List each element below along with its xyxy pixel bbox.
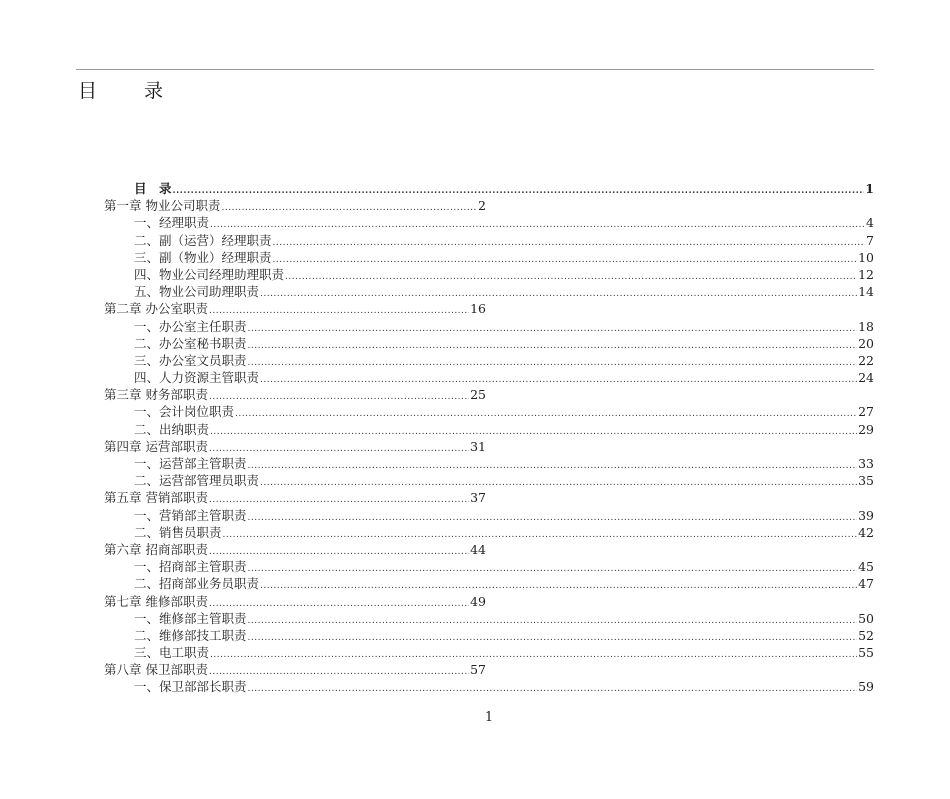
toc-entry[interactable]	[134, 575, 874, 592]
toc-entry[interactable]	[134, 283, 874, 300]
toc-entry-title: 三、副（物业）经理职责	[134, 249, 272, 265]
toc-dot-leader	[273, 252, 858, 269]
toc-entry-title: 第一章 物业公司职责	[104, 198, 221, 214]
toc-dot-leader	[248, 321, 858, 338]
toc-entry[interactable]	[134, 455, 874, 472]
toc-entry[interactable]	[134, 180, 874, 197]
toc-dot-leader	[210, 647, 857, 664]
toc-entry-page: 7	[866, 232, 874, 248]
toc-entry-page: 44	[470, 541, 486, 557]
toc-entry-page: 12	[858, 266, 874, 282]
toc-entry[interactable]	[134, 249, 874, 266]
toc-entry-title: 一、经理职责	[134, 215, 210, 231]
toc-dot-leader	[248, 561, 858, 578]
toc-entry-title: 三、办公室文员职责	[134, 352, 247, 368]
toc-entry-page: 50	[858, 610, 874, 626]
toc-entry-page: 39	[858, 507, 874, 523]
toc-entry[interactable]	[134, 214, 874, 231]
toc-chapter-entry[interactable]	[104, 489, 486, 506]
toc-entry[interactable]	[134, 403, 874, 420]
page-title: 目 录	[78, 80, 178, 102]
toc-entry-page: 25	[470, 387, 486, 403]
toc-entry[interactable]	[134, 421, 874, 438]
toc-chapter-entry[interactable]	[104, 661, 486, 678]
toc-entry-title: 一、运营部主管职责	[134, 456, 247, 471]
toc-entry-page: 47	[858, 576, 874, 592]
toc-entry-page: 55	[858, 645, 874, 661]
toc-entry-title: 一、办公室主任职责	[134, 318, 247, 334]
toc-entry-page: 4	[866, 215, 874, 231]
toc-entry-page: 2	[478, 198, 486, 214]
toc-entry-title: 一、维修部主管职责	[134, 610, 247, 626]
toc-chapter-entry[interactable]	[104, 386, 486, 403]
toc-entry-title: 二、维修部技工职责	[134, 627, 247, 643]
toc-entry-title: 一、营销部主管职责	[134, 507, 247, 523]
toc-dot-leader	[209, 492, 469, 509]
toc-entry-title: 一、招商部主管职责	[134, 559, 247, 575]
toc-entry-title: 一、保卫部部长职责	[134, 679, 247, 695]
toc-entry-page: 1	[865, 181, 874, 196]
toc-entry-page: 33	[858, 456, 874, 471]
toc-dot-leader	[248, 613, 858, 630]
toc-entry[interactable]	[134, 627, 874, 644]
toc-entry[interactable]	[134, 335, 874, 352]
toc-entry-title: 第三章 财务部职责	[104, 387, 208, 403]
toc-chapter-entry[interactable]	[104, 197, 486, 214]
toc-dot-leader	[248, 510, 858, 527]
toc-entry[interactable]	[134, 610, 874, 627]
toc-entry[interactable]	[134, 232, 874, 249]
toc-entry-page: 18	[858, 318, 874, 334]
toc-entry-title: 二、办公室秘书职责	[134, 335, 247, 351]
toc-entry-page: 27	[858, 404, 874, 420]
toc-entry-page: 20	[858, 335, 874, 351]
toc-entry-title: 二、副（运营）经理职责	[134, 232, 272, 248]
toc-chapter-entry[interactable]	[104, 541, 486, 558]
toc-entry[interactable]	[134, 524, 874, 541]
toc-dot-leader	[210, 424, 857, 441]
toc-entry[interactable]	[134, 507, 874, 524]
toc-dot-leader	[273, 235, 866, 252]
toc-chapter-entry[interactable]	[104, 300, 486, 317]
toc-entry-page: 42	[858, 524, 874, 540]
toc-entry-title: 一、会计岗位职责	[134, 404, 235, 420]
toc-dot-leader	[260, 578, 857, 595]
toc-dot-leader	[210, 217, 865, 234]
toc-dot-leader	[260, 286, 857, 303]
toc-entry-title: 第八章 保卫部职责	[104, 662, 208, 678]
toc-entry[interactable]	[134, 318, 874, 335]
toc-dot-leader	[285, 269, 857, 286]
toc-dot-leader	[209, 303, 469, 320]
toc-entry-title: 二、招商部业务员职责	[134, 576, 260, 592]
toc-entry-title: 五、物业公司助理职责	[134, 284, 260, 300]
toc-entry-page: 37	[470, 490, 486, 506]
toc-entry-page: 29	[858, 421, 874, 437]
toc-entry-page: 16	[470, 301, 486, 317]
toc-entry-title: 第七章 维修部职责	[104, 593, 208, 609]
toc-entry-title: 第五章 营销部职责	[104, 490, 208, 506]
toc-dot-leader	[248, 355, 858, 372]
toc-entry-page: 10	[858, 249, 874, 265]
toc-entry-page: 31	[470, 438, 486, 454]
toc-entry[interactable]	[134, 472, 874, 489]
toc-dot-leader	[260, 372, 857, 389]
table-of-contents	[104, 180, 874, 696]
toc-entry-title: 三、电工职责	[134, 645, 210, 661]
toc-entry-title: 第四章 运营部职责	[104, 438, 208, 454]
toc-dot-leader	[248, 338, 858, 355]
toc-dot-leader	[209, 544, 469, 561]
toc-entry-page: 14	[858, 284, 874, 300]
toc-entry-title: 二、出纳职责	[134, 421, 210, 437]
toc-dot-leader	[248, 458, 858, 475]
toc-dot-leader	[173, 183, 865, 200]
toc-dot-leader	[209, 596, 469, 613]
footer-page-number: 1	[484, 710, 494, 725]
toc-entry-page: 49	[470, 593, 486, 609]
toc-entry-page: 45	[858, 559, 874, 575]
toc-entry-page: 57	[470, 662, 486, 678]
toc-entry-page: 52	[858, 627, 874, 643]
toc-dot-leader	[209, 389, 469, 406]
toc-entry-title: 四、人力资源主管职责	[134, 370, 260, 386]
toc-entry-title: 二、运营部管理员职责	[134, 473, 260, 489]
toc-dot-leader	[209, 664, 469, 681]
toc-entry[interactable]	[134, 369, 874, 386]
toc-entry[interactable]	[134, 644, 874, 661]
toc-dot-leader	[248, 630, 858, 647]
header-rule	[76, 69, 874, 70]
toc-entry-title: 第六章 招商部职责	[104, 541, 208, 557]
toc-entry-page: 35	[858, 473, 874, 489]
toc-entry-title: 第二章 办公室职责	[104, 301, 208, 317]
toc-dot-leader	[221, 200, 477, 217]
toc-entry[interactable]	[134, 352, 874, 369]
toc-dot-leader	[209, 441, 469, 458]
toc-entry-title: 二、销售员职责	[134, 524, 222, 540]
toc-entry-page: 59	[858, 679, 874, 695]
toc-entry[interactable]	[134, 558, 874, 575]
toc-dot-leader	[260, 475, 857, 492]
toc-dot-leader	[248, 681, 858, 698]
toc-dot-leader	[235, 406, 857, 423]
toc-entry[interactable]	[134, 678, 874, 695]
toc-entry[interactable]	[134, 266, 874, 283]
toc-chapter-entry[interactable]	[104, 438, 486, 455]
toc-entry-title: 四、物业公司经理助理职责	[134, 266, 285, 282]
toc-entry-title: 目 录	[134, 181, 172, 196]
toc-entry-page: 24	[858, 370, 874, 386]
toc-entry-page: 22	[858, 352, 874, 368]
toc-dot-leader	[223, 527, 858, 544]
toc-chapter-entry[interactable]	[104, 593, 486, 610]
